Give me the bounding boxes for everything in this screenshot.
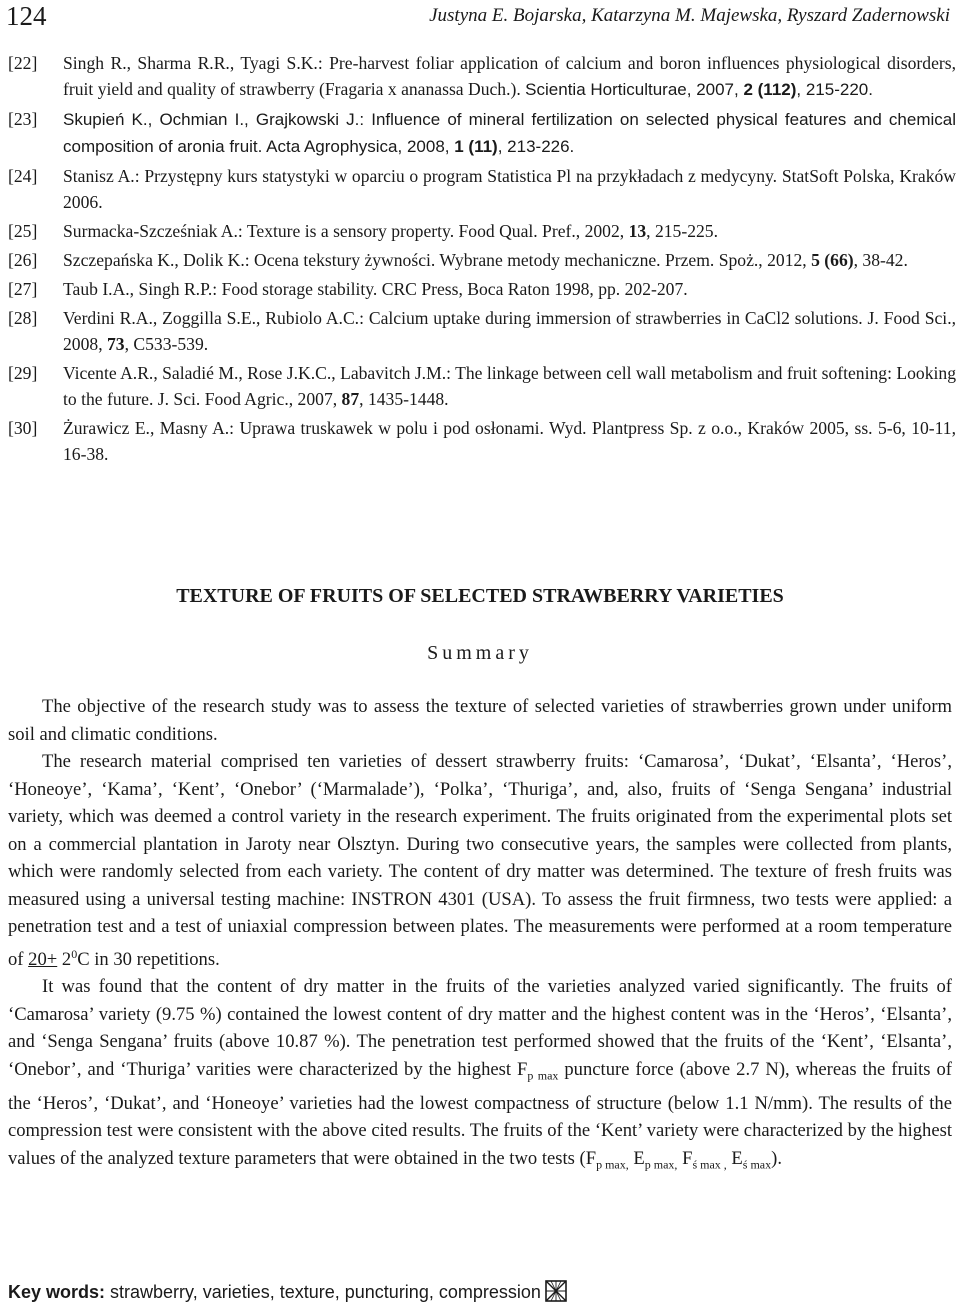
reference-list — [8, 50, 956, 470]
reference-segment: Stanisz A.: Przystępny kurs statystyki w oparciu o program Statistica Pl na przykładach z medycyny. StatSoft Polska, Kraków 2006. — [63, 166, 956, 212]
reference-text — [63, 305, 956, 357]
summary-segment: ). — [771, 1147, 782, 1169]
keywords-label: Key words: — [8, 1282, 106, 1302]
summary-heading: Summary — [427, 642, 533, 664]
summary-segment: p max, — [596, 1157, 629, 1172]
summary-segment: C in 30 repetitions. — [77, 948, 220, 970]
reference-number: [23] — [8, 109, 38, 129]
summary-segment: The objective of the research study was to assess the texture of selected varieties of strawberries grown under uniform soil and climatic conditions. — [8, 696, 952, 745]
reference-item — [8, 305, 956, 357]
reference-segment: Żurawicz E., Masny A.: Uprawa truskawek w polu i pod osłonami. Wyd. Plantpress Sp. z o.o., Kraków 2005, ss. 5-6, 10-11, 16-38. — [63, 418, 956, 464]
summary-paragraph — [8, 973, 952, 1179]
summary-segment: 0 — [71, 946, 78, 961]
reference-item — [8, 218, 956, 244]
summary-segment: puncture force (above 2.7 N), whereas the fruits of the ‘Heros’, ‘Dukat’, and ‘Honeoye’ varieties had the lowest compactness of structure (below 1.1 N/mm). The results of the compression test were consistent with the above cited results. The fruits of the ‘Kent’ variety were characterized by the highest values of the analyzed texture parameters that were obtained in the two tests (F — [8, 1058, 952, 1169]
reference-segment: 5 (66) — [811, 250, 854, 270]
reference-text — [63, 50, 956, 103]
reference-item — [8, 163, 956, 215]
reference-segment: 13 — [628, 221, 647, 241]
summary-segment: ś max , — [692, 1157, 727, 1172]
reference-item — [8, 50, 956, 103]
reference-number: [28] — [8, 308, 38, 328]
reference-segment: , 1435-1448. — [359, 389, 449, 409]
page-number: 124 — [6, 1, 47, 31]
reference-text — [63, 415, 956, 467]
reference-segment: Vicente A.R., Saladié M., Rose J.K.C., Labavitch J.M.: The linkage between cell wall metabolism and fruit softening: Looking to the future. J. Sci. Food Agric., 2007, — [63, 363, 956, 409]
summary-segment: 2 — [57, 948, 72, 970]
summary-paragraph — [8, 693, 952, 748]
reference-number: [26] — [8, 250, 38, 270]
reference-number: [30] — [8, 418, 38, 438]
reference-segment: Taub I.A., Singh R.P.: Food storage stability. CRC Press, Boca Raton 1998, pp. 202-207. — [63, 279, 688, 299]
reference-item — [8, 247, 956, 273]
reference-segment: , 215-225. — [646, 221, 718, 241]
reference-text — [63, 247, 956, 273]
reference-number: [29] — [8, 363, 38, 383]
reference-segment: , 213-226. — [497, 137, 575, 156]
summary-segment: 20+ — [28, 948, 58, 970]
reference-number: [22] — [8, 53, 38, 73]
reference-segment: , 38-42. — [853, 250, 908, 270]
summary-segment: E — [726, 1147, 743, 1169]
reference-segment: , 215-220. — [796, 80, 873, 99]
summary-segment: p max — [527, 1068, 559, 1083]
reference-number: [25] — [8, 221, 38, 241]
summary-segment: It was found that the content of dry matter in the fruits of the varieties analyzed varied significantly. The fruits of ‘Camarosa’ variety (9.75 %) contained the lowest content of dry matter and the highest content was in the ‘Heros’, ‘Elsanta’, and ‘Senga Sengana’ fruits (above 10.87 %). The penetration test performed showed that the fruits of the ‘Kent’, ‘Elsanta’, ‘Onebor’, and ‘Thuriga’ varities were characterized by the highest F — [8, 976, 952, 1080]
reference-segment: Skupień K., Ochmian I., Grajkowski J.: Influence of mineral fertilization on selected physical features and chemical composition of aronia fruit. Acta Agrophysica, 2008, — [63, 110, 956, 156]
reference-segment: Singh R., Sharma R.R., Tyagi S.K.: Pre-harvest foliar application of calcium and boron influences physiological disorders, fruit yield and quality of strawberry (Fragaria x ananassa Duch.). — [63, 53, 956, 99]
reference-item — [8, 360, 956, 412]
summary-body — [8, 693, 952, 1179]
reference-text — [63, 276, 956, 302]
reference-text — [63, 360, 956, 412]
keywords-line — [8, 1279, 567, 1305]
end-of-article-mark-icon — [545, 1280, 567, 1302]
summary-segment: F — [677, 1147, 693, 1169]
reference-segment: Verdini R.A., Zoggilla S.E., Rubiolo A.C.: Calcium uptake during immersion of strawberries in CaCl2 solutions. J. Food Sci., 2008, — [63, 308, 956, 354]
summary-segment: E — [628, 1147, 645, 1169]
reference-segment: Scientia Horticulturae, 2007, — [525, 80, 744, 99]
running-head-authors: Justyna E. Bojarska, Katarzyna M. Majewska, Ryszard Zadernowski — [429, 5, 950, 26]
reference-item — [8, 415, 956, 467]
reference-text — [63, 106, 956, 160]
reference-segment: 1 (11) — [454, 137, 498, 156]
summary-paragraph — [8, 748, 952, 973]
reference-text — [63, 163, 956, 215]
summary-title: TEXTURE OF FRUITS OF SELECTED STRAWBERRY VARIETIES — [176, 585, 784, 607]
summary-segment: ś max — [742, 1157, 772, 1172]
page-header — [0, 0, 960, 40]
reference-segment: , C533-539. — [124, 334, 209, 354]
reference-number: [27] — [8, 279, 38, 299]
reference-text — [63, 218, 956, 244]
reference-segment: 87 — [341, 389, 360, 409]
reference-segment: 73 — [106, 334, 125, 354]
reference-segment: Szczepańska K., Dolik K.: Ocena tekstury żywności. Wybrane metody mechaniczne. Przem. Spoż., 2012, — [63, 250, 812, 270]
summary-segment: The research material comprised ten varieties of dessert strawberry fruits: ‘Camarosa’, ‘Dukat’, ‘Elsanta’, ‘Heros’, ‘Honeoye’, ‘Kama’, ‘Kent’, ‘Onebor’ (‘Marmalade’), ‘Polka’, ‘Thuriga’, and, also, fruits of ‘Senga Sengana’ industrial variety, which was deemed a control variety in the research experiment. The fruits originated from the experimental plots set on a commercial plantation in Jaroty near Olsztyn. During two consecutive years, the samples were collected from plants, which were randomly selected from each variety. The content of dry matter was determined. The texture of fresh fruits was measured using a universal testing machine: INSTRON 4301 (USA). To assess the fruit firmness, two tests were applied: a penetration test and a test of uniaxial compression between plates. The measurements were performed at a room temperature of — [8, 751, 952, 970]
reference-number: [24] — [8, 166, 38, 186]
summary-segment: p max, — [644, 1157, 678, 1172]
reference-item — [8, 276, 956, 302]
keywords-text: strawberry, varieties, texture, puncturing, compression — [105, 1282, 541, 1302]
reference-segment: 2 (112) — [743, 80, 797, 99]
reference-segment: Surmacka-Szcześniak A.: Texture is a sensory property. Food Qual. Pref., 2002, — [63, 221, 629, 241]
reference-item — [8, 106, 956, 160]
